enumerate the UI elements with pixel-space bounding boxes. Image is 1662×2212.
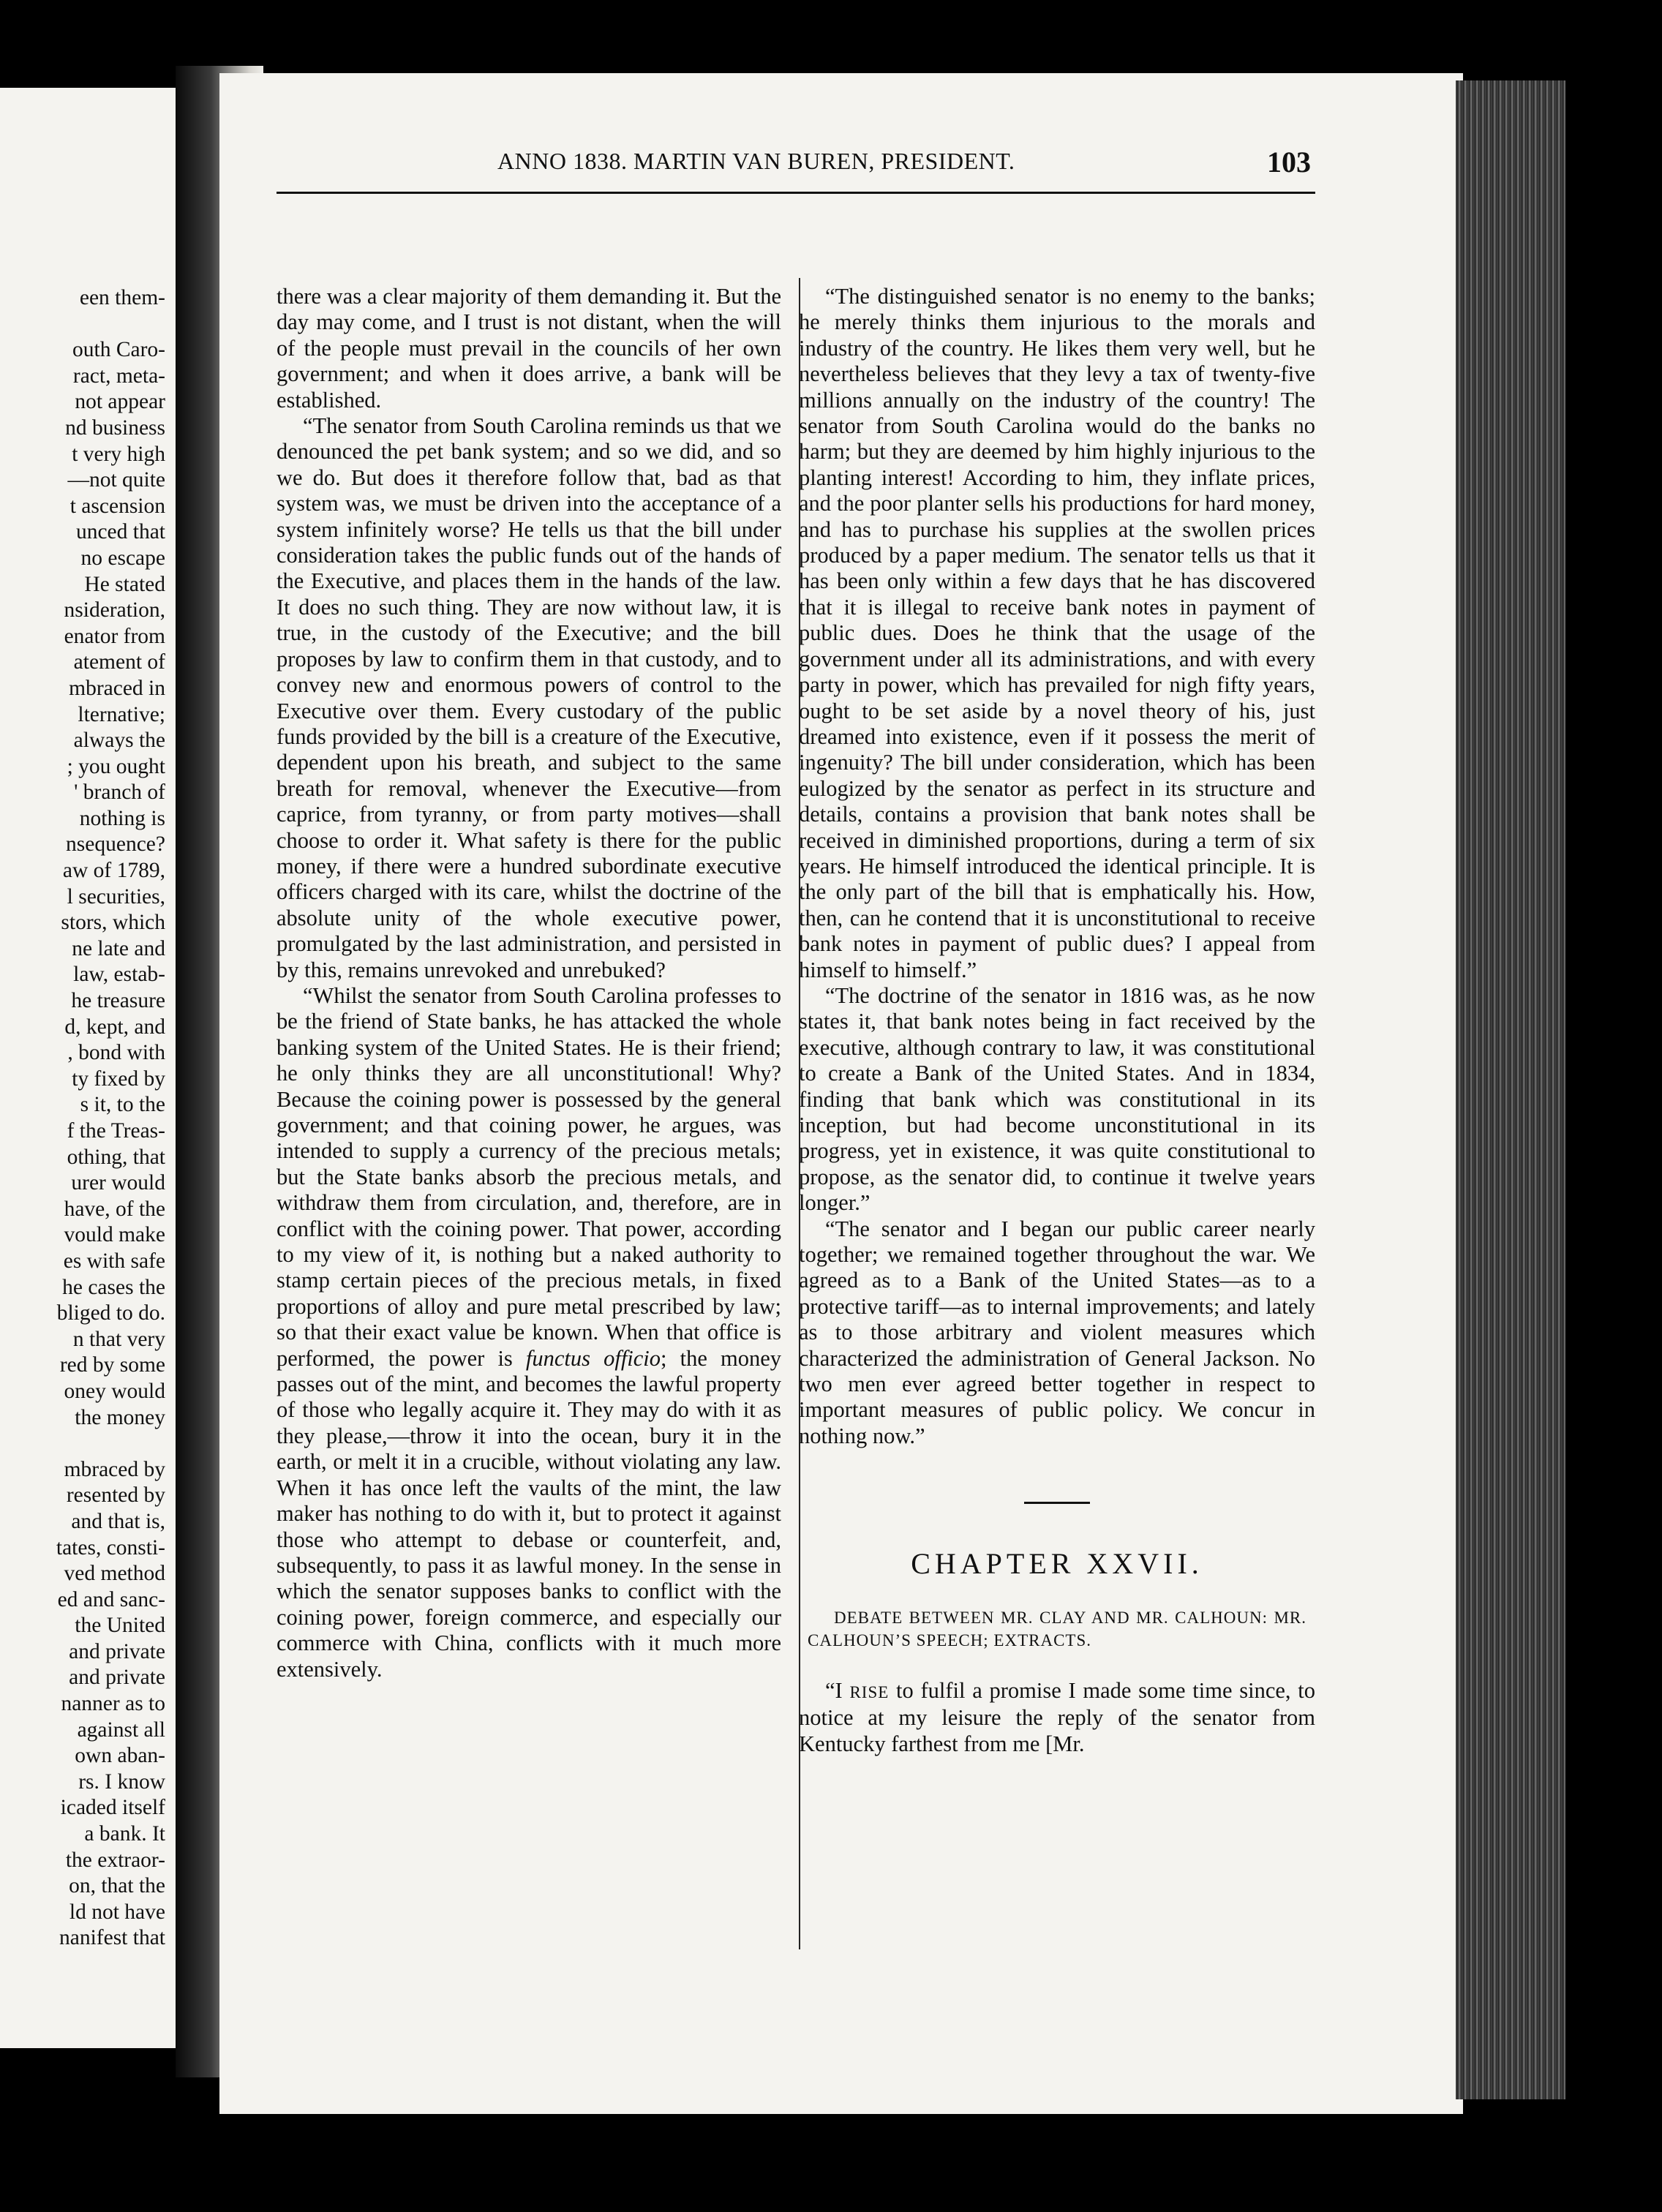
facing-page-line: ty fixed by [72, 1066, 165, 1091]
facing-page-line: rs. I know [78, 1769, 165, 1794]
facing-page-line: ld not have [69, 1900, 165, 1924]
facing-page-line: othing, that [67, 1145, 165, 1169]
facing-page-line: nothing is [79, 806, 165, 830]
facing-page-line: ne late and [72, 936, 165, 960]
paragraph: there was a clear majority of them demanding it. But the day may come, and I trust is not distant, when the will of the people must prevail in the councils of her own government; and when it does arrive, a bank will be established. [277, 284, 781, 413]
facing-page-line: nsequence? [66, 832, 165, 857]
facing-page-line: enator from [64, 624, 165, 648]
facing-page-line: ' branch of [74, 780, 165, 805]
facing-page-line: law, estab- [73, 963, 165, 987]
facing-page-line: unced that [75, 520, 165, 544]
paragraph: “The distinguished senator is no enemy to the banks; he merely thinks them injurious to the morals and industry of the country. He likes them very well, but he nevertheless believes that they levy a tax of twenty-five millions annually on the industry of the country! The senator from South Carolina would do the banks no harm; but they are deemed by him highly injurious to the planting interest! According to him, they inflate prices, and the poor planter sells his productions for hard money, and has to purchase his supplies at the swollen prices produced by a paper medium. The senator tells us that it has been only within a few days that he has discovered that it is illegal to receive bank notes in payment of public dues. Does he think that the usage of the government under all its administrations, and with every party in power, which has prevailed for nigh fifty years, ought to be set aside by a novel theory of his, just dreamed into existence, even if it possess the merit of ingenuity? The bill under consideration, which has been eulogized by the senator as perfect in its structure and details, contains a provision that bank notes shall be received in diminished proportions, during a term of six years. He himself introduced the identical principle. It is the only part of the bill that is emphatically his. How, then, can he contend that it is unconstitutional to receive bank notes in payment of public dues? I appeal from himself to himself.” [799, 284, 1315, 982]
facing-page-line: ; you ought [67, 754, 165, 778]
facing-page-line: he cases the [62, 1275, 165, 1299]
facing-page-line: —not quite [67, 468, 165, 492]
paragraph [277, 983, 781, 1682]
page-number: 103 [1267, 146, 1311, 178]
facing-page-line: not appear [75, 390, 165, 414]
header-rule [277, 192, 1315, 194]
page-block-edges [1456, 80, 1565, 2099]
chapter-title: CHAPTER XXVII. [911, 1547, 1203, 1581]
facing-page-line: outh Caro- [72, 338, 165, 362]
facing-page-line: nsideration, [64, 598, 165, 622]
facing-page [0, 88, 176, 2048]
facing-page-line: ract, meta- [72, 364, 165, 388]
facing-page-line [0, 1431, 165, 1457]
facing-page-line: urer would [71, 1171, 165, 1195]
facing-page-line: n that very [72, 1327, 165, 1351]
chapter-opening-paragraph [799, 1678, 1315, 1757]
facing-page-line: He stated [84, 572, 165, 596]
facing-page-line: against all [77, 1718, 165, 1742]
facing-page-line: t ascension [69, 494, 165, 518]
facing-page-line: red by some [59, 1353, 165, 1377]
facing-page-line: ed and sanc- [57, 1587, 165, 1611]
facing-page-line: vould make [64, 1223, 165, 1247]
paragraph-text: “Whilst the senator from South Carolina professes to be the friend of State banks, he has attacked the whole banking system of the United States. He is their friend; he only thinks they are all unconstitutional! Why? Because the coining power is possessed by the general government; and that coining power, he argues, was intended to supply a currency of the precious metals; but the State banks absorb the precious metals, and withdraw them from circulation, and, therefore, are in conflict with the coining power. That power, according to my view of it, is nothing but a naked authority to stamp certain pieces of the precious metals, in fixed proportions of alloy and pure metal prescribed by law; so that their exact value be known. When that office is performed, the power is [277, 982, 781, 1371]
facing-page-line: atement of [73, 650, 165, 674]
facing-page-line: s it, to the [80, 1093, 165, 1117]
paragraph-text: ; the money passes out of the mint, and becomes the lawful property of those who legally acquire it. They may do with it as they please,—throw it into the ocean, bury it in the earth, or melt it in a crucible, without violating any law. When it has once left the vaults of the mint, the law maker has nothing to do with it, but to protect it against those who attempt to debase or counterfeit, and, subsequently, to pass it as lawful money. In the sense in which the senator supposes banks to conflict with the coining power, foreign commerce, and especially our commerce with China, conflicts with it much more extensively. [277, 1345, 782, 1682]
facing-page-line: aw of 1789, [62, 859, 165, 883]
paragraph: “The senator from South Carolina reminds us that we denounced the pet bank system; and so we did, and so we do. But does it therefore follow that, bad as that system was, we must be driven into the acceptance of a system infinitely worse? He tells us that the bill under consideration takes the public funds out of the hands of the Executive, and places them in the hands of the law. It does no such thing. They are now without law, it is true, in the custody of the Executive; and the bill proposes by law to confirm them in that custody, and to convey new and enormous powers of control to the Executive over them. Every custodary of the public funds provided by the bill is a creature of the Executive, dependent upon his breath, and subject to the same breath for removal, whenever the Executive—from caprice, from tyranny, or from party motives—shall choose to order it. What safety is there for the public money, if there were a hundred subordinate executive officers charged with its care, whilst the doctrine of the absolute unity of the whole executive power, promulgated by the last administration, and persisted in by this, remains unrevoked and unrebuked? [277, 413, 781, 982]
facing-page-line: on, that the [69, 1874, 165, 1898]
facing-page-line: tates, consti- [56, 1535, 165, 1560]
facing-page-line: stors, which [61, 911, 165, 935]
facing-page-line: nanifest that [59, 1926, 165, 1950]
facing-page-line: nd business [65, 415, 165, 440]
italic-phrase: functus officio [525, 1345, 661, 1371]
facing-page-line: mbraced by [64, 1457, 165, 1481]
facing-page-line: have, of the [64, 1197, 165, 1221]
facing-page-line: and that is, [71, 1509, 165, 1533]
left-column [277, 284, 781, 1682]
opening-smallcaps: RISE [849, 1682, 890, 1701]
facing-page-line: lternative; [78, 702, 165, 726]
facing-page-text-fragments [0, 285, 165, 1952]
facing-page-line: icaded itself [60, 1796, 165, 1820]
facing-page-line: he treasure [71, 989, 165, 1013]
facing-page-line: mbraced in [69, 676, 165, 700]
facing-page-line: own aban- [75, 1744, 165, 1768]
chapter-separator-rule [1024, 1502, 1090, 1504]
facing-page-line: the extraor- [65, 1848, 165, 1872]
facing-page-line: the United [75, 1614, 165, 1638]
facing-page-line: bliged to do. [56, 1301, 165, 1325]
opening-text: to fulfil a promise I made some time since, to notice at my leisure the reply of the senator from Kentucky farthest from me [Mr. [799, 1677, 1315, 1756]
facing-page-line: ved method [64, 1562, 165, 1586]
facing-page-line: nanner as to [61, 1692, 165, 1716]
facing-page-line: resented by [66, 1483, 165, 1508]
facing-page-line [0, 312, 165, 338]
facing-page-line: always the [73, 729, 165, 753]
opening-quote: “I [825, 1677, 850, 1703]
facing-page-line: and private [69, 1666, 165, 1690]
facing-page-line: , bond with [67, 1041, 165, 1065]
facing-page-line: the money [75, 1405, 165, 1429]
facing-page-line: f the Treas- [67, 1119, 165, 1143]
paragraph: “The doctrine of the senator in 1816 was, as he now states it, that bank notes being in fact received by the executive, although contrary to law, it was constitutional to create a Bank of the United States. And in 1834, finding that bank which was constitutional in its inception, but had become unconstitutional in its progress, yet in existence, it was quite constitutional to propose, as the senator did, to continue it twelve years longer.” [799, 982, 1315, 1216]
facing-page-line: and private [69, 1639, 165, 1663]
facing-page-line: t very high [72, 442, 165, 466]
facing-page-line: a bank. It [84, 1822, 165, 1846]
facing-page-line: oney would [64, 1379, 165, 1403]
facing-page-line: es with safe [63, 1249, 165, 1273]
facing-page-line: no escape [80, 546, 165, 570]
facing-page-line: een them- [79, 286, 165, 309]
facing-page-line: d, kept, and [64, 1015, 165, 1039]
chapter-summary: DEBATE BETWEEN MR. CLAY AND MR. CALHOUN: MR. CALHOUN’S SPEECH; EXTRACTS. [808, 1608, 1306, 1649]
paragraph: “The senator and I began our public career nearly together; we remained together throughout the war. We agreed as to a Bank of the United States—as to a protective tariff—as to internal improvements; and lately as to those arbitrary and violent measures which characterized the administration of General Jackson. No two men ever agreed better together in respect to important measures of public policy. We concur in nothing now.” [799, 1216, 1315, 1448]
running-head: ANNO 1838. MARTIN VAN BUREN, PRESIDENT. [497, 148, 1015, 174]
right-column [799, 284, 1315, 1757]
facing-page-line: l securities, [67, 884, 165, 908]
